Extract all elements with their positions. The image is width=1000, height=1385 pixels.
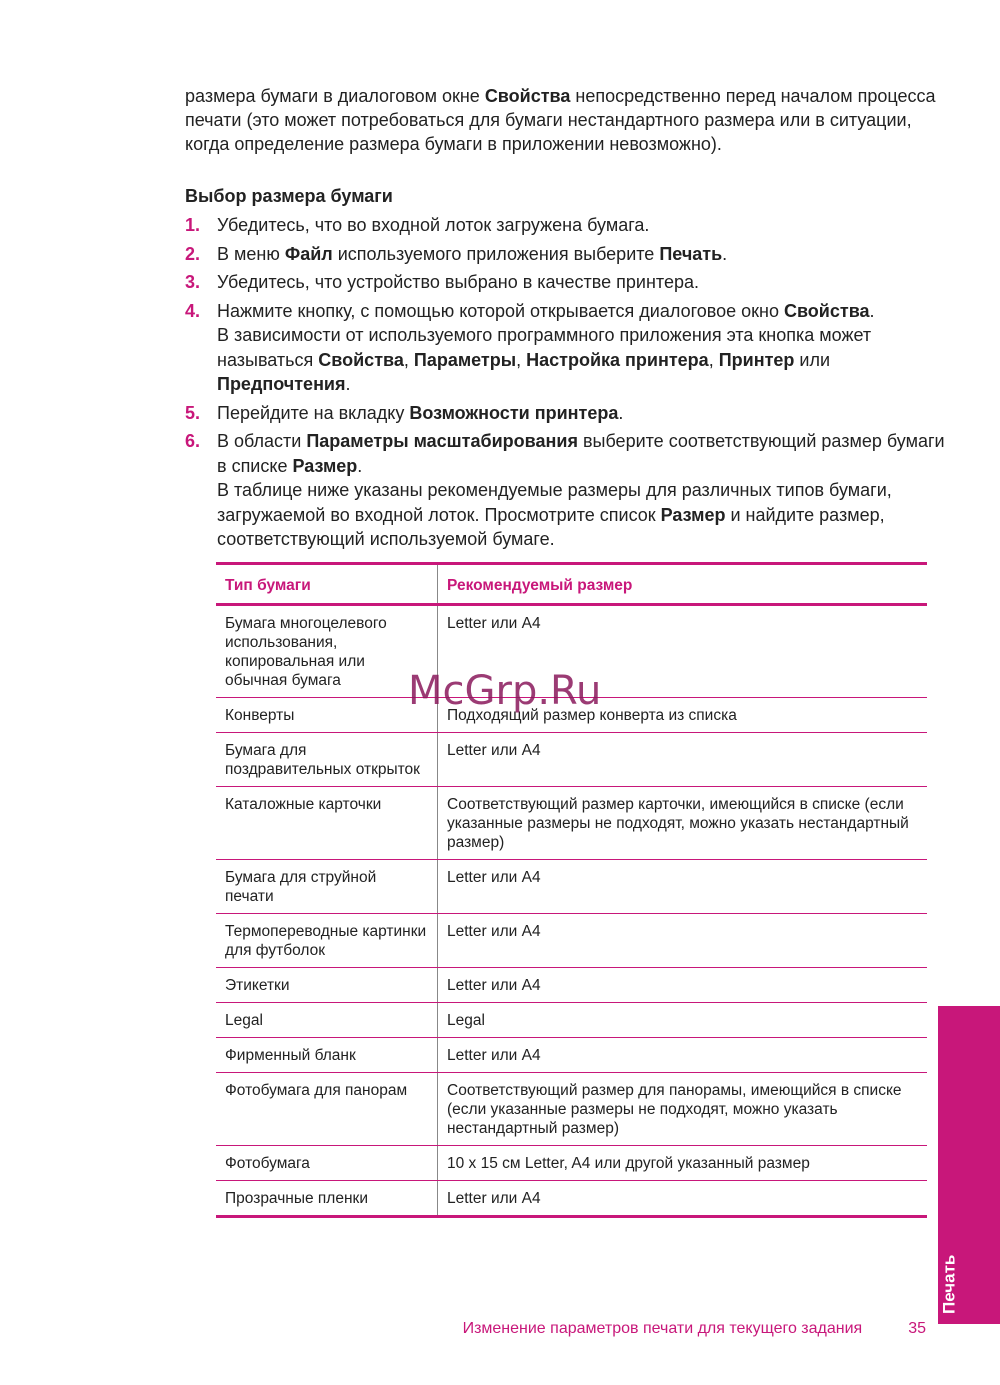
- cell-size: Letter или A4: [438, 605, 928, 698]
- paper-size-table: [216, 562, 927, 1218]
- step-bold: Свойства: [783, 300, 870, 321]
- header-paper-type: Тип бумаги: [216, 564, 438, 605]
- step-bold: Предпочтения: [217, 374, 346, 394]
- cell-paper-type: Фирменный бланк: [216, 1038, 438, 1073]
- step-note-text: или: [794, 349, 831, 370]
- intro-paragraph: [185, 84, 945, 156]
- cell-size: Letter или A4: [438, 1181, 928, 1217]
- step-bold: Параметры: [413, 349, 517, 370]
- step-number: 5.: [185, 402, 201, 423]
- cell-size: Соответствующий размер карточки, имеющийся в списке (если указанные размеры не подходят, можно указать нестандартный размер): [438, 787, 928, 860]
- step-number: 1.: [185, 215, 201, 235]
- cell-size: Letter или A4: [438, 914, 928, 968]
- steps-list: [185, 213, 945, 556]
- table-row: [216, 1181, 927, 1217]
- table-row: [216, 1003, 927, 1038]
- step-note: [217, 478, 945, 552]
- step-text: Перейдите на вкладку: [217, 402, 410, 423]
- step-text: Нажмите кнопку, с помощью которой открывается диалоговое окно: [217, 300, 784, 321]
- step-note-text: ,: [708, 349, 719, 370]
- chapter-side-tab: [938, 1006, 1000, 1324]
- cell-paper-type: Бумага для поздравительных открыток: [216, 733, 438, 787]
- step-note-text: .: [345, 374, 351, 394]
- step-text: .: [722, 243, 728, 264]
- cell-size: Letter или A4: [438, 860, 928, 914]
- intro-text-1: размера бумаги в диалоговом окне: [185, 86, 485, 106]
- step-text: В области: [217, 431, 307, 451]
- step-number: 4.: [185, 300, 201, 321]
- step-bold: Параметры масштабирования: [306, 431, 578, 451]
- step-text: Убедитесь, что во входной лоток загружена бумага.: [217, 215, 650, 235]
- cell-size: Legal: [438, 1003, 928, 1038]
- step-note-text: и найдите размер, соответствующий используемой бумаге.: [217, 504, 885, 549]
- step-1: [185, 213, 945, 238]
- cell-paper-type: Бумага для струйной печати: [216, 860, 438, 914]
- cell-size: Letter или A4: [438, 733, 928, 787]
- step-text: Убедитесь, что устройство выбрано в качестве принтера.: [217, 272, 699, 292]
- step-note-text: В зависимости от используемого программного приложения эта кнопка может называться: [217, 325, 872, 370]
- intro-bold-1: Свойства: [484, 86, 571, 106]
- step-note: [217, 323, 945, 397]
- step-5: [185, 401, 945, 426]
- step-text: .: [618, 402, 624, 423]
- table-row: [216, 1038, 927, 1073]
- step-bold: Настройка принтера: [526, 349, 709, 370]
- step-text: .: [357, 455, 363, 476]
- cell-paper-type: Этикетки: [216, 968, 438, 1003]
- header-recommended-size: Рекомендуемый размер: [438, 564, 928, 605]
- step-4: [185, 299, 945, 397]
- cell-paper-type: Бумага многоцелевого использования, копировальная или обычная бумага: [216, 605, 438, 698]
- step-bold: Печать: [659, 243, 723, 264]
- step-bold: Файл: [284, 243, 333, 264]
- step-number: 2.: [185, 243, 201, 264]
- footer-section-title: Изменение параметров печати для текущего задания: [462, 1320, 863, 1337]
- cell-size: Подходящий размер конверта из списка: [438, 698, 928, 733]
- watermark: McGrp.Ru: [408, 668, 602, 714]
- step-text: .: [869, 300, 875, 321]
- cell-paper-type: Фотобумага: [216, 1146, 438, 1181]
- step-number: 3.: [185, 272, 201, 292]
- page-footer: [463, 1320, 926, 1338]
- cell-paper-type: Фотобумага для панорам: [216, 1073, 438, 1146]
- table-row: [216, 968, 927, 1003]
- step-note-text: ,: [516, 349, 527, 370]
- step-6: [185, 429, 945, 552]
- table-row: [216, 1146, 927, 1181]
- step-text: В меню: [217, 243, 285, 264]
- step-bold: Возможности принтера: [409, 402, 619, 423]
- cell-paper-type: Прозрачные пленки: [216, 1181, 438, 1217]
- chapter-side-tab-label: Печать: [939, 1254, 959, 1314]
- intro-text-2: непосредственно перед началом процесса печати (это может потребоваться для бумаги нестандартного размера или в ситуации, когда определение размера бумаги в приложении невозможно).: [185, 86, 936, 154]
- step-bold: Размер: [660, 504, 726, 525]
- cell-paper-type: Каталожные карточки: [216, 787, 438, 860]
- step-3: [185, 270, 945, 295]
- cell-size: Letter или A4: [438, 968, 928, 1003]
- table-header-row: [216, 564, 927, 605]
- step-number: 6.: [185, 431, 201, 451]
- page-number: 35: [908, 1320, 926, 1337]
- table-row: [216, 1073, 927, 1146]
- step-text: используемого приложения выберите: [332, 243, 660, 264]
- step-bold: Принтер: [718, 349, 795, 370]
- table-row: [216, 914, 927, 968]
- table-row: [216, 733, 927, 787]
- table-row: [216, 787, 927, 860]
- step-text: выберите соответствующий размер бумаги в списке: [217, 431, 945, 476]
- cell-size: Letter или A4: [438, 1038, 928, 1073]
- step-bold: Размер: [292, 455, 358, 476]
- step-note-text: ,: [403, 349, 414, 370]
- cell-paper-type: Legal: [216, 1003, 438, 1038]
- step-bold: Свойства: [318, 349, 404, 370]
- cell-size: Соответствующий размер для панорамы, имеющийся в списке (если указанные размеры не подходят, можно указать нестандартный размер): [438, 1073, 928, 1146]
- step-note-text: В таблице ниже указаны рекомендуемые размеры для различных типов бумаги, загружаемой во входной лоток. Просмотрите список: [217, 480, 892, 525]
- table-row: [216, 860, 927, 914]
- cell-paper-type: Конверты: [216, 698, 438, 733]
- step-2: [185, 242, 945, 267]
- section-title: Выбор размера бумаги: [185, 186, 393, 206]
- cell-paper-type: Термопереводные картинки для футболок: [216, 914, 438, 968]
- cell-size: 10 x 15 см Letter, A4 или другой указанный размер: [438, 1146, 928, 1181]
